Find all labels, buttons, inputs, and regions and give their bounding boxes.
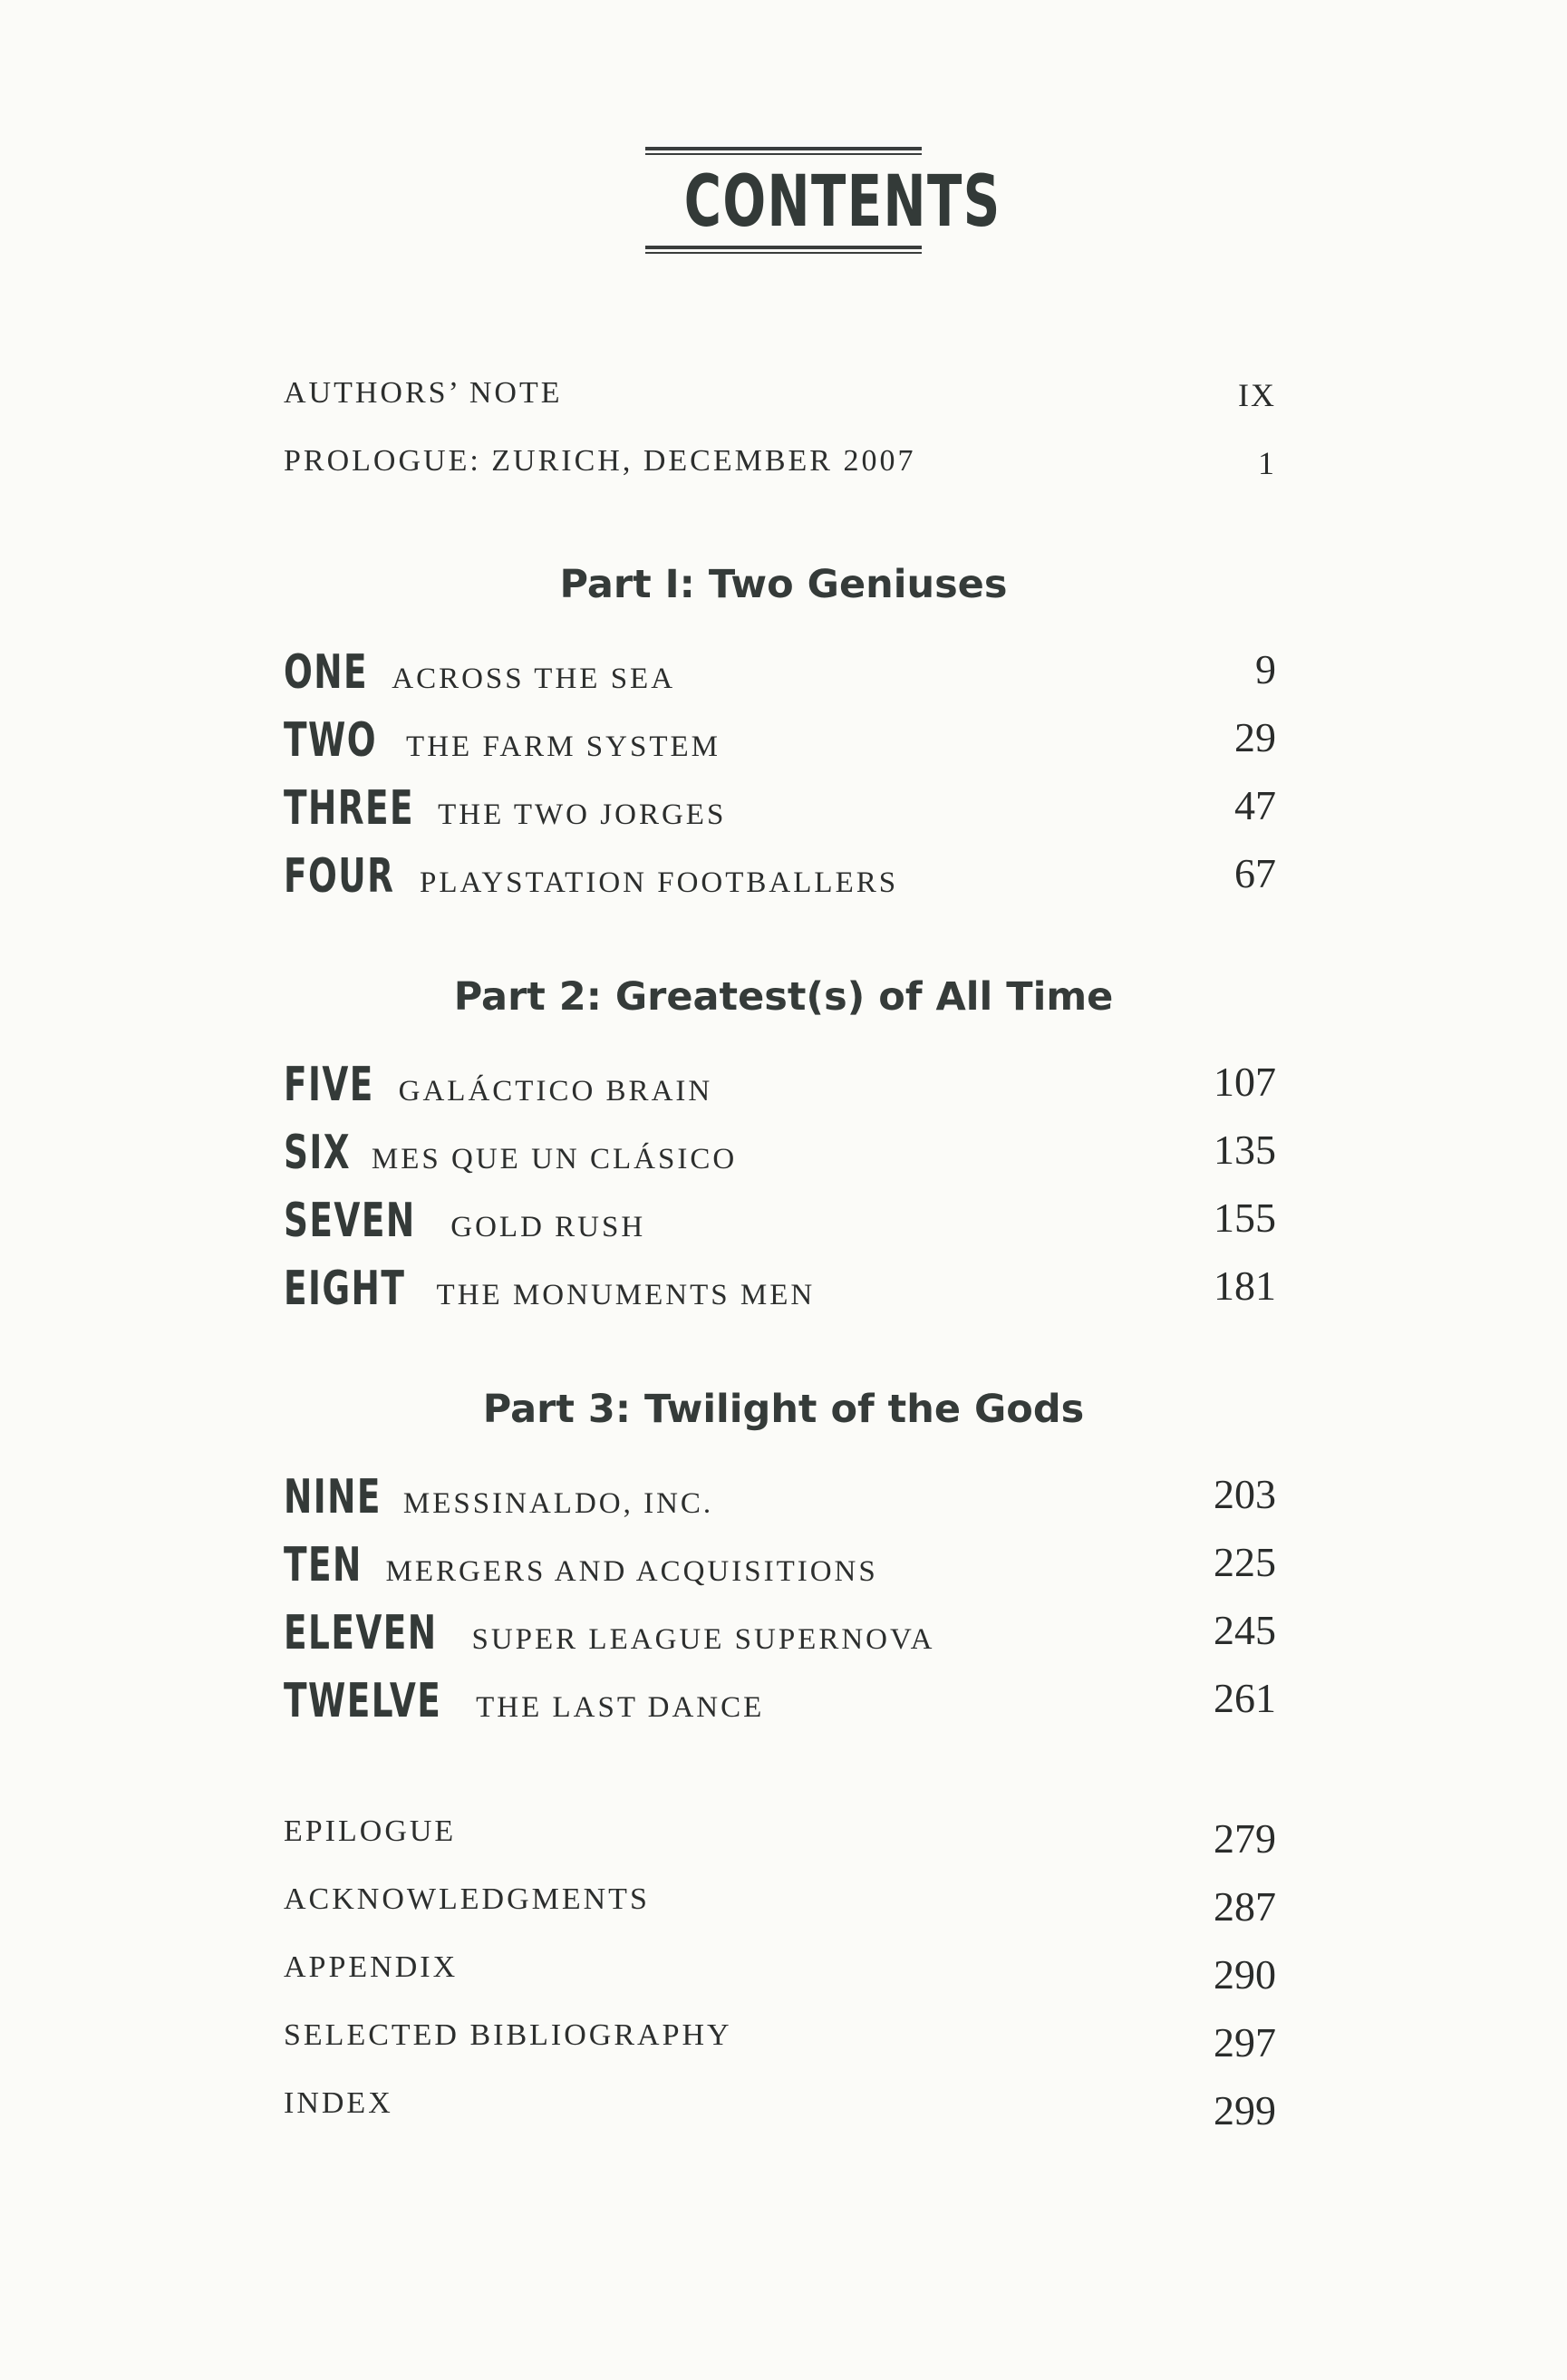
chapter-row-two[interactable]: [284, 713, 1276, 768]
entry-label: APPENDIX: [284, 1950, 459, 1984]
toc-entry-appendix[interactable]: [284, 1950, 1276, 2005]
entry-page: 297: [1214, 2019, 1276, 2066]
chapter-number: ELEVEN: [284, 1606, 438, 1660]
chapter-page: 9: [1255, 646, 1276, 692]
chapter-page: 155: [1214, 1195, 1276, 1241]
chapter-title: MERGERS AND ACQUISITIONS: [385, 1555, 878, 1588]
entry-page: 299: [1214, 2087, 1276, 2133]
chapter-page: 181: [1214, 1263, 1276, 1309]
chapter-title: THE TWO JORGES: [438, 798, 727, 831]
chapter-page: 261: [1214, 1675, 1276, 1721]
chapter-page: 29: [1234, 714, 1276, 760]
toc-entry-acknowledgments[interactable]: [284, 1882, 1276, 1937]
page-title: CONTENTS: [683, 161, 1001, 243]
chapter-number: NINE: [284, 1470, 382, 1524]
chapter-number: THREE: [284, 781, 415, 836]
chapter-page: 67: [1234, 850, 1276, 896]
toc-entry-index[interactable]: [284, 2086, 1276, 2141]
part-heading-3: Part 3: Twilight of the Gods: [482, 1387, 1085, 1432]
title-rule-bottom-thin: [645, 252, 922, 254]
entry-page: 287: [1214, 1883, 1276, 1930]
entry-page: 290: [1214, 1951, 1276, 1998]
chapter-title: GOLD RUSH: [450, 1211, 646, 1243]
chapter-number: SEVEN: [284, 1194, 416, 1248]
chapter-row-four[interactable]: [284, 849, 1276, 904]
chapter-title: MESSINALDO, INC.: [402, 1487, 714, 1520]
chapter-title: SUPER LEAGUE SUPERNOVA: [471, 1623, 935, 1656]
title-rule-top: [645, 147, 922, 150]
entry-label: INDEX: [284, 2086, 393, 2120]
chapter-row-three[interactable]: [284, 781, 1276, 836]
chapter-title: THE FARM SYSTEM: [406, 730, 721, 763]
part-heading-1: Part I: Two Geniuses: [559, 562, 1008, 607]
toc-entry-bibliography[interactable]: [284, 2018, 1276, 2073]
chapter-title: GALÁCTICO BRAIN: [398, 1075, 713, 1108]
chapter-number: TWO: [284, 713, 377, 768]
chapter-row-seven[interactable]: [284, 1194, 1276, 1248]
chapter-row-one[interactable]: [284, 645, 1276, 700]
chapter-page: 245: [1214, 1607, 1276, 1653]
chapter-row-ten[interactable]: [284, 1538, 1276, 1592]
chapter-page: 225: [1214, 1539, 1276, 1585]
entry-page: IX: [1238, 377, 1276, 413]
chapter-page: 203: [1214, 1471, 1276, 1517]
chapter-title: ACROSS THE SEA: [392, 663, 676, 695]
entry-label: AUTHORS’ NOTE: [284, 376, 563, 410]
chapter-title: THE LAST DANCE: [476, 1691, 765, 1724]
chapter-number: FOUR: [284, 849, 395, 904]
title-rule-top-thin: [645, 153, 922, 155]
entry-label: EPILOGUE: [284, 1814, 457, 1848]
entry-label: PROLOGUE: ZURICH, DECEMBER 2007: [284, 444, 916, 478]
chapter-number: SIX: [284, 1126, 352, 1180]
chapter-row-twelve[interactable]: [284, 1674, 1276, 1728]
entry-page: 279: [1214, 1815, 1276, 1862]
chapter-page: 107: [1214, 1059, 1276, 1105]
chapter-number: FIVE: [284, 1058, 374, 1112]
chapter-page: 47: [1234, 782, 1276, 828]
toc-entry-authors-note[interactable]: [284, 376, 1276, 431]
chapter-number: TEN: [284, 1538, 363, 1592]
chapter-row-eight[interactable]: [284, 1262, 1276, 1316]
chapter-number: ONE: [284, 645, 369, 700]
title-rule-bottom: [645, 246, 922, 249]
chapter-row-five[interactable]: [284, 1058, 1276, 1112]
chapter-number: EIGHT: [284, 1262, 406, 1316]
toc-entry-epilogue[interactable]: [284, 1814, 1276, 1869]
chapter-row-nine[interactable]: [284, 1470, 1276, 1524]
title-block: [645, 147, 1001, 254]
chapter-title: THE MONUMENTS MEN: [436, 1279, 816, 1311]
chapter-row-six[interactable]: [284, 1126, 1276, 1180]
chapter-title: MES QUE UN CLÁSICO: [371, 1143, 738, 1175]
chapter-title: PLAYSTATION FOOTBALLERS: [420, 866, 899, 899]
entry-page: 1: [1258, 445, 1276, 481]
toc-entry-prologue[interactable]: [284, 444, 1276, 498]
part-heading-2: Part 2: Greatest(s) of All Time: [453, 974, 1114, 1020]
chapter-number: TWELVE: [284, 1674, 442, 1728]
chapter-page: 135: [1214, 1127, 1276, 1173]
chapter-row-eleven[interactable]: [284, 1606, 1276, 1660]
entry-label: ACKNOWLEDGMENTS: [284, 1882, 650, 1916]
entry-label: SELECTED BIBLIOGRAPHY: [284, 2018, 732, 2052]
